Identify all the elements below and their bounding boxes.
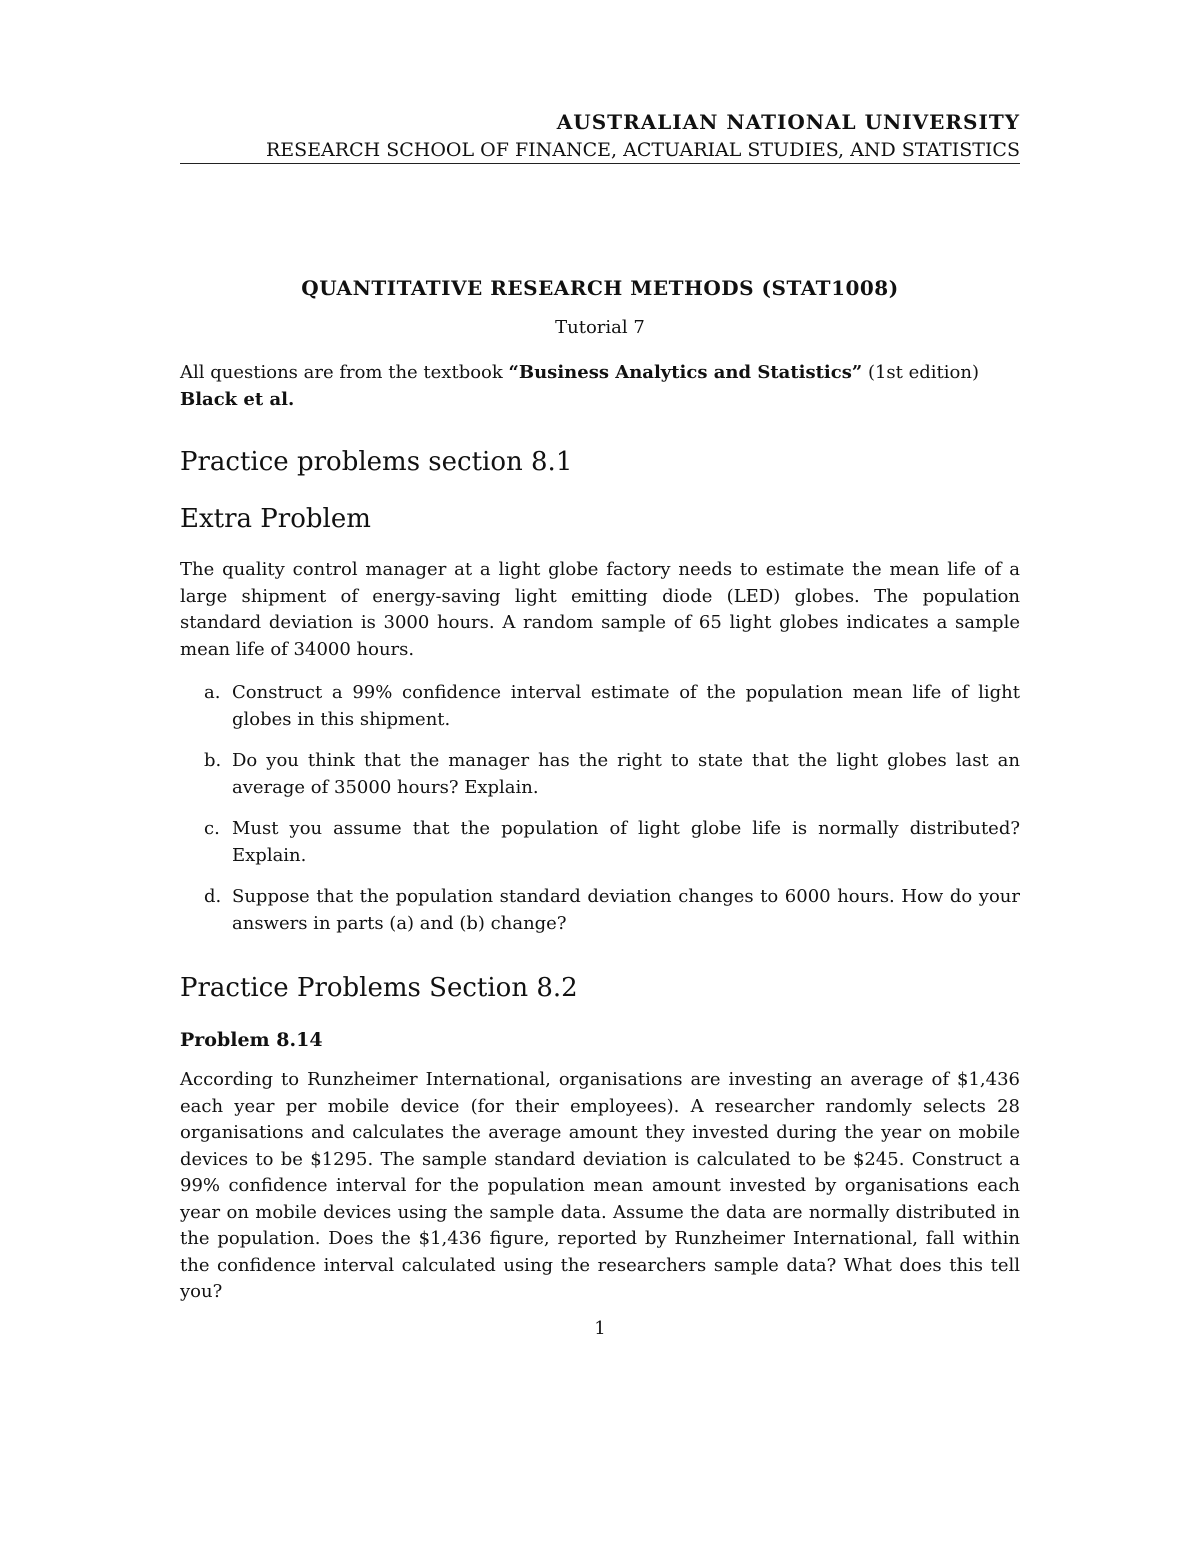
problem-8-14-text: According to Runzheimer International, organisations are investing an average of $1,436 each year per mobile device (for their employees). A researcher randomly selects 28 organisations and calculates the average amount they invested during the year on mobile devices to be $1295. The sample standard deviation is calculated to be $245. Construct a 99% confidence interval for the population mean amount invested by organisations each year on mobile devices using the sample data. Assume the data are normally distributed in the population. Does the $1,436 figure, reported by Runzheimer International, fall within the confidence interval calculated using the researchers sample data? What does this tell you? <box>180 1069 1020 1302</box>
item-label: c. <box>204 818 220 839</box>
item-label: d. <box>204 886 222 907</box>
list-item <box>180 884 1020 937</box>
list-item <box>180 748 1020 801</box>
section-8-1-heading: Practice problems section 8.1 <box>180 447 573 477</box>
list-item <box>180 816 1020 869</box>
extra-problem-text: The quality control manager at a light globe factory needs to estimate the mean life of a large shipment of energy-saving light emitting diode (LED) globes. The population standard deviation is 3000 hours. A random sample of 65 light globes indicates a sample mean life of 34000 hours. <box>180 559 1020 660</box>
course-title: QUANTITATIVE RESEARCH METHODS (STAT1008) <box>301 276 899 300</box>
header-rule <box>180 163 1020 164</box>
university-name: AUSTRALIAN NATIONAL UNIVERSITY <box>556 110 1020 134</box>
list-item <box>180 680 1020 733</box>
book-authors: Black et al. <box>180 389 295 410</box>
page-number: 1 <box>594 1318 606 1339</box>
item-label: b. <box>204 750 222 771</box>
extra-problem-heading: Extra Problem <box>180 504 371 534</box>
item-label: a. <box>204 682 221 703</box>
section-8-2-heading: Practice Problems Section 8.2 <box>180 973 578 1003</box>
document-page <box>180 0 1020 1553</box>
intro-text-before: All questions are from the textbook <box>180 362 509 383</box>
item-text: Construct a 99% confidence interval estimate of the population mean life of light globes in this shipment. <box>232 682 1020 730</box>
item-text: Must you assume that the population of light globe life is normally distributed? Explain. <box>232 818 1020 866</box>
intro-text-middle: (1st edition) <box>862 362 979 383</box>
item-text: Do you think that the manager has the right to state that the light globes last an average of 35000 hours? Explain. <box>232 750 1020 798</box>
problem-8-14-heading: Problem 8.14 <box>180 1029 323 1051</box>
page-header <box>180 109 1020 163</box>
question-list <box>180 680 1020 952</box>
item-text: Suppose that the population standard deviation changes to 6000 hours. How do your answers in parts (a) and (b) change? <box>232 886 1020 934</box>
book-title: “Business Analytics and Statistics” <box>508 362 863 383</box>
school-name: RESEARCH SCHOOL OF FINANCE, ACTUARIAL STUDIES, AND STATISTICS <box>266 139 1020 161</box>
intro-paragraph <box>180 359 1020 413</box>
tutorial-label: Tutorial 7 <box>555 317 645 338</box>
